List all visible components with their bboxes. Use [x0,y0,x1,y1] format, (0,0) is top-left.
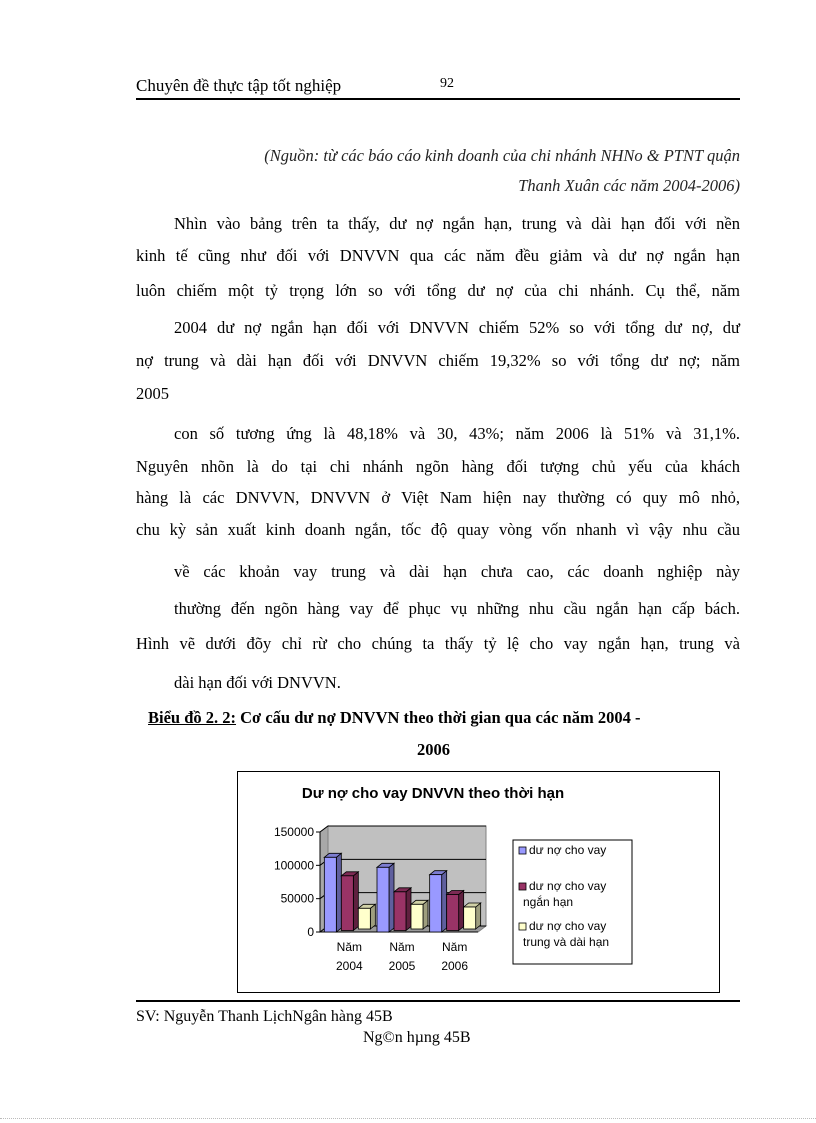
y-tick-label: 0 [307,925,314,939]
source-note-line-1: (Nguồn: từ các báo cáo kinh doanh của chi nhánh NHNo & PTNT quận [264,146,740,165]
body-line: Nhìn vào bảng trên ta thấy, dư nợ ngắn hạn, trung và dài hạn đối với nền [174,214,740,233]
body-line: Hình vẽ dưới đõy chỉ rừ cho chúng ta thấy tỷ lệ cho vay ngắn hạn, trung và [136,634,740,653]
bar-front [447,895,459,931]
legend-label: dư nợ cho vay [529,879,607,893]
header-title: Chuyên đề thực tập tốt nghiệp [136,76,342,95]
bar [341,872,358,931]
body-line: chu kỳ sản xuất kinh doanh ngắn, tốc độ quay vòng vốn nhanh vì vậy nhu cầu [136,520,740,539]
page-bottom-border [0,1118,816,1119]
chart-legend [513,840,632,964]
bar-front [358,908,370,929]
bar [394,888,411,931]
bar [430,871,447,932]
body-line: kinh tế cũng như đối với DNVVN qua các năm đều giảm và dư nợ ngắn hạn [136,246,740,265]
bar-side [423,900,428,929]
bar-side [353,872,358,931]
chart-frame [237,771,720,993]
footer-rule [136,1000,740,1002]
body-line: dài hạn đối với DNVVN. [174,673,341,692]
legend-swatch [519,883,526,890]
page-number: 92 [440,76,454,91]
legend-swatch [519,923,526,930]
figure-caption [148,708,640,728]
x-tick-label: 2006 [441,959,469,973]
figure-caption-year: 2006 [417,740,450,759]
bar-front [411,904,423,929]
x-tick-label: Năm [389,940,415,954]
y-tick-label: 150000 [273,825,314,839]
legend-label: dư nợ cho vay [529,919,607,933]
bar [411,900,428,929]
bar-side [442,871,447,932]
footer-department: Ng©n hµng 45B [363,1029,471,1046]
bar-front [324,857,336,932]
bar-chart [238,772,719,992]
body-line: về các khoản vay trung và dài hạn chưa cao, các doanh nghiệp này [174,562,740,581]
body-line: thường đến ngõn hàng vay để phục vụ những nhu cầu ngắn hạn cấp bách. [174,599,740,618]
source-note-line-2: Thanh Xuân các năm 2004-2006) [518,176,740,195]
x-tick-label: Năm [441,940,468,954]
bar-front [464,907,476,929]
y-tick-label: 100000 [273,858,314,873]
body-line: Nguyên nhõn là do tại chi nhánh ngõn hàng đối tượng chủ yếu của khách [136,457,740,476]
footer-student: SV: Nguyễn Thanh LịchNgân hàng 45B [136,1008,393,1025]
body-line: con số tương ứng là 48,18% và 30, 43%; năm 2006 là 51% và 31,1%. [174,424,740,443]
x-tick-label: 2004 [335,959,363,973]
chart-title: Dư nợ cho vay DNVVN theo thời hạn [301,785,565,802]
bar [377,863,394,932]
bar-front [430,875,442,932]
body-line: nợ trung và dài hạn đối với DNVVN chiếm 19,32% so với tổng dư nợ; năm [136,351,740,370]
legend-label: dư nợ cho vay [529,843,607,857]
bar-side [459,891,464,931]
body-line: hàng là các DNVVN, DNVVN ở Việt Nam hiện nay thường có quy mô nhỏ, [136,488,740,507]
x-tick-label: 2005 [388,959,416,973]
body-line: 2004 dư nợ ngắn hạn đối với DNVVN chiếm 52% so với tổng dư nợ, dư [174,318,740,337]
bar [447,891,464,931]
bar-front [341,876,353,931]
bar [464,903,481,929]
bar-front [394,892,406,931]
bar [324,853,341,932]
legend-label: ngắn hạn [523,895,574,909]
figure-caption-text: Cơ cấu dư nợ DNVVN theo thời gian qua các năm 2004 - [236,708,641,727]
bar [358,904,375,929]
legend-label: trung và dài hạn [523,935,610,949]
bar-side [336,853,341,932]
figure-caption-label: Biểu đồ 2. 2: [148,708,237,727]
bar-side [406,888,411,931]
bar-front [377,867,389,932]
x-axis-labels [336,940,468,973]
header-rule [136,98,740,100]
body-line: luôn chiếm một tỷ trọng lớn so với tổng dư nợ của chi nhánh. Cụ thể, năm [136,281,740,300]
y-tick-label: 50000 [280,891,314,906]
body-line: 2005 [136,384,169,403]
bar-side [389,863,394,932]
x-tick-label: Năm [336,940,363,954]
legend-swatch [519,847,526,854]
